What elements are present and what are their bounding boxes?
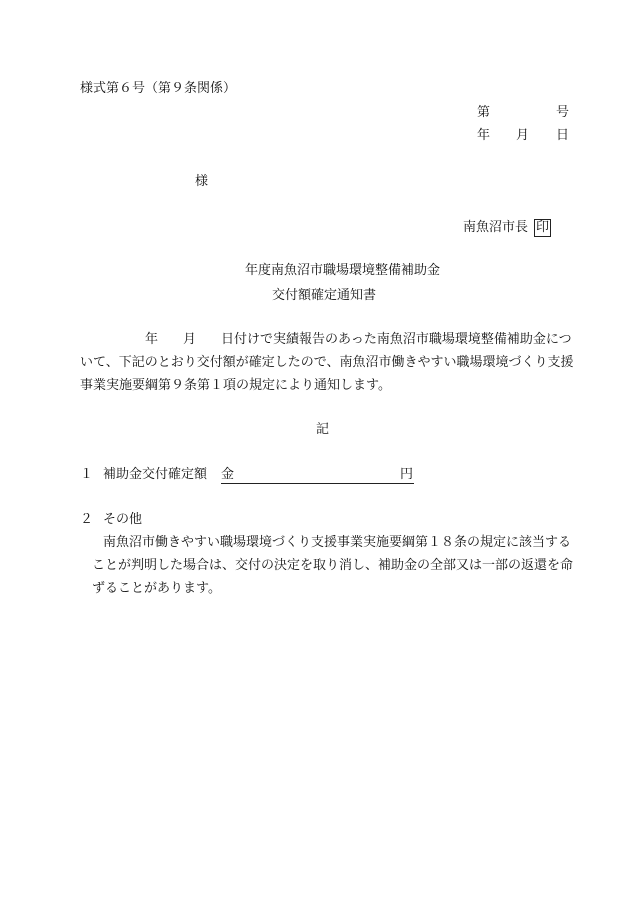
title-line2: 交付額確定通知書 (272, 288, 377, 303)
issuer (463, 219, 551, 237)
body-line1: 日付けで実績報告のあった南魚沼市職場環境整備補助金につ (221, 332, 572, 347)
ki-heading: 記 (316, 422, 330, 437)
body-year: 年 (145, 332, 159, 347)
addressee-suffix: 様 (195, 174, 209, 189)
item2-number: ２ (80, 512, 94, 527)
doc-number-prefix: 第 (477, 105, 491, 120)
body-line3: 事業実施要綱第９条第１項の規定により通知します。 (80, 378, 391, 393)
doc-date-year: 年 (477, 128, 491, 143)
item1-suffix: 円 (400, 467, 414, 482)
item2-line1: 南魚沼市働きやすい職場環境づくり支援事業実施要綱第１８条の規定に該当する (103, 535, 572, 550)
doc-date-day: 日 (556, 128, 570, 143)
item2-line3: ずることがあります。 (92, 581, 221, 596)
amount-underline (221, 467, 414, 484)
title-line1: 年度南魚沼市職場環境整備補助金 (245, 263, 441, 278)
item1-prefix: 金 (221, 467, 235, 482)
doc-number-suffix: 号 (556, 105, 570, 120)
doc-date-month: 月 (516, 128, 530, 143)
form-label: 様式第６号（第９条関係） (80, 81, 237, 96)
issuer-name: 南魚沼市長 (463, 220, 529, 235)
seal-mark: 印 (536, 220, 550, 235)
body-month: 月 (183, 332, 197, 347)
item1-number: １ (80, 467, 94, 482)
body-line2: いて、下記のとおり交付額が確定したので、南魚沼市働きやすい職場環境づくり支援 (80, 355, 574, 370)
item2-label: その他 (103, 512, 143, 527)
item2-line2: ことが判明した場合は、交付の決定を取り消し、補助金の全部又は一部の返還を命 (92, 558, 574, 573)
item1-label: 補助金交付確定額 (103, 467, 208, 482)
